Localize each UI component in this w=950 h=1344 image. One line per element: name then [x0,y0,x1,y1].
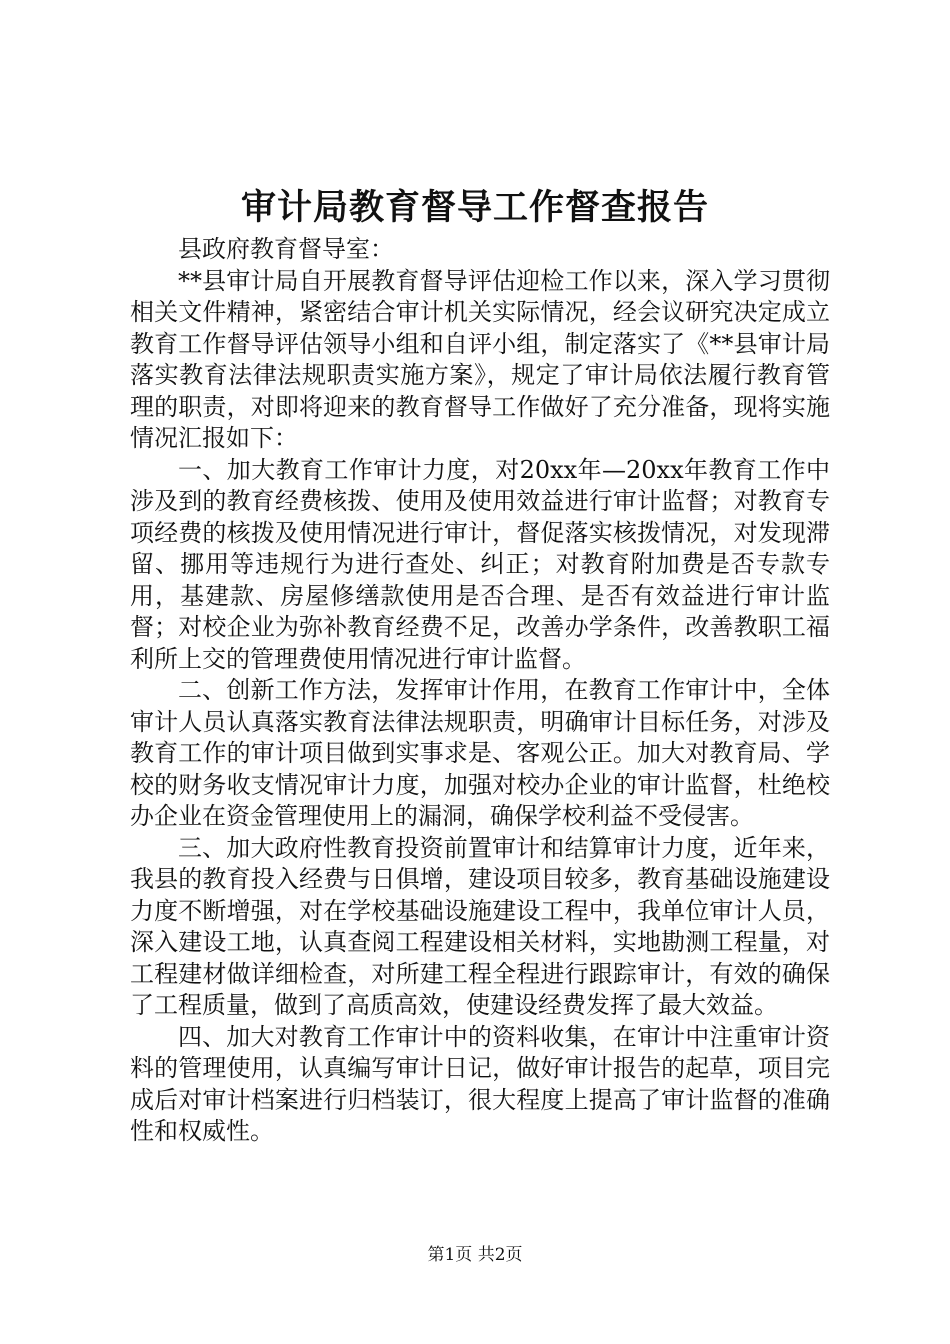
paragraph-section-4: 四、加大对教育工作审计中的资料收集，在审计中注重审计资料的管理使用，认真编写审计日记，做好审计报告的起草，项目完成后对审计档案进行归档装订，很大程度上提高了审计监督的准确性和权威性。 [130,1022,830,1145]
document-body [130,234,830,1148]
paragraph-section-1: 一、加大教育工作审计力度，对20xx年—20xx年教育工作中涉及到的教育经费核拨、使用及使用效益进行审计监督；对教育专项经费的核拨及使用情况进行审计，督促落实核拨情况，对发现滞留、挪用等违规行为进行查处、纠正；对教育附加费是否专款专用，基建款、房屋修缮款使用是否合理、是否有效益进行审计监督；对校企业为弥补教育经费不足，改善办学条件，改善教职工福利所上交的管理费使用情况进行审计监督。 [130,455,830,673]
paragraph-section-3: 三、加大政府性教育投资前置审计和结算审计力度，近年来，我县的教育投入经费与日俱增，建设项目较多，教育基础设施建设力度不断增强，对在学校基础设施建设工程中，我单位审计人员，深入建设工地，认真查阅工程建设相关材料，实地勘测工程量，对工程建材做详细检查，对所建工程全程进行跟踪审计，有效的确保了工程质量，做到了高质高效，使建设经费发挥了最大效益。 [130,833,830,1019]
paragraph-intro: **县审计局自开展教育督导评估迎检工作以来，深入学习贯彻相关文件精神，紧密结合审计机关实际情况，经会议研究决定成立教育工作督导评估领导小组和自评小组，制定落实了《**县审计局落实教育法律法规职责实施方案》，规定了审计局依法履行教育管理的职责，对即将迎来的教育督导工作做好了充分准备，现将实施情况汇报如下： [130,266,830,452]
document-title: 审计局教育督导工作督查报告 [240,187,709,228]
paragraph-section-2: 二、创新工作方法，发挥审计作用，在教育工作审计中，全体审计人员认真落实教育法律法规职责，明确审计目标任务，对涉及教育工作的审计项目做到实事求是、客观公正。加大对教育局、学校的财务收支情况审计力度，加强对校办企业的审计监督，杜绝校办企业在资金管理使用上的漏洞，确保学校利益不受侵害。 [130,676,830,830]
salutation: 县政府教育督导室： [178,235,394,263]
page-number-footer: 第1页 共2页 [427,1245,523,1265]
